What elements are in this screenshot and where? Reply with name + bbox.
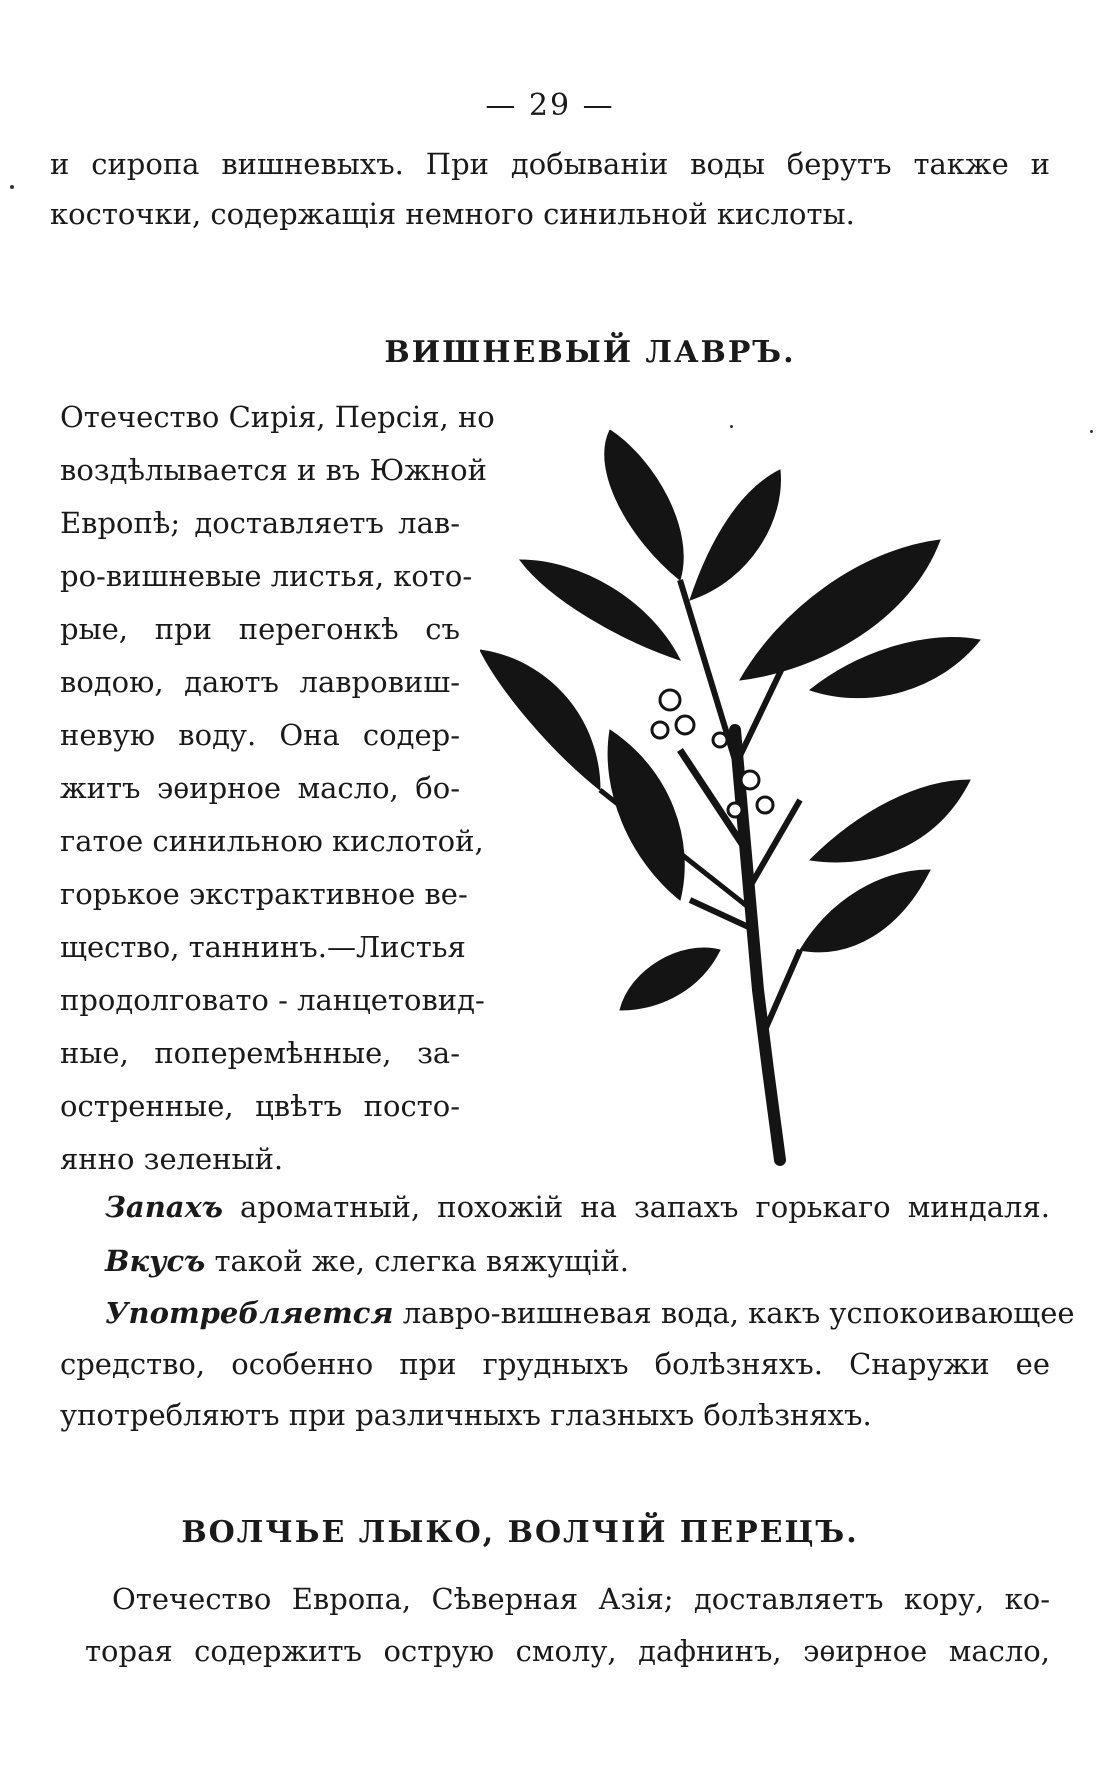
blossom-shape: [660, 690, 680, 710]
blossom-shape: [676, 716, 694, 734]
daphne-line-1: Отечество Европа, Сѣверная Азія; доставляетъ кору, ко-: [112, 1582, 1050, 1616]
column-line: продолговато - ланцетовид-: [60, 983, 485, 1017]
column-line: остренные, цвѣтъ посто-: [60, 1089, 460, 1123]
leaf-shape: [520, 560, 680, 660]
usage-line-1: [105, 1296, 1075, 1330]
blossom-shape: [728, 803, 742, 817]
print-speck: [10, 185, 14, 189]
leaf-shape: [800, 870, 930, 952]
print-speck: [730, 425, 733, 428]
column-line: невую воду. Она содер-: [60, 718, 460, 752]
intro-line-1: [50, 147, 1050, 181]
taste-text: такой же, слегка вяжущій.: [214, 1244, 629, 1278]
smell-label: Запахъ: [105, 1190, 223, 1224]
usage-line-3: употребляютъ при различныхъ глазныхъ болѣзняхъ.: [60, 1398, 872, 1432]
section-heading-daphne: ВОЛЧЬЕ ЛЫКО, ВОЛЧІЙ ПЕРЕЦЪ.: [181, 1515, 859, 1550]
smell-line: [105, 1190, 1050, 1224]
column-line: янно зеленый.: [60, 1142, 284, 1176]
column-line: горькое экстрактивное ве-: [60, 877, 468, 911]
column-line: ные, поперемѣнные, за-: [60, 1036, 460, 1070]
intro-line-1-text: и сиропа вишневыхъ. При добываніи воды берутъ также и: [50, 147, 1050, 181]
leaf-shape: [620, 948, 720, 1010]
intro-line-2: косточки, содержащія немного синильной кислоты.: [50, 197, 855, 231]
usage-label: Употребляется: [105, 1296, 394, 1330]
column-line: воздѣлывается и въ Южной: [60, 453, 487, 487]
leaf-shape: [608, 730, 684, 900]
smell-text: ароматный, похожій на запахъ горькаго миндаля.: [240, 1190, 1050, 1224]
blossom-shape: [757, 797, 773, 813]
blossom-shape: [741, 771, 759, 789]
leaf-shape: [480, 650, 600, 790]
section-heading-cherry-laurel: ВИШНЕВЫЙ ЛАВРЪ.: [384, 335, 796, 370]
blossom-shape: [713, 733, 727, 747]
usage-text-1: лавро-вишневая вода, какъ успокоивающее: [402, 1296, 1075, 1330]
column-line: Отечество Сирія, Персія, но: [60, 400, 495, 434]
taste-line: [105, 1244, 629, 1278]
leaf-shape: [690, 470, 780, 600]
column-line: ро-вишневые листья, кото-: [60, 559, 473, 593]
column-line: водою, даютъ лавровиш-: [60, 665, 460, 699]
cherry-laurel-illustration: [480, 430, 1000, 1170]
leaf-shape: [605, 430, 683, 580]
taste-label: Вкусъ: [105, 1244, 206, 1278]
print-speck: [1090, 430, 1093, 433]
page-number: — 29 —: [485, 88, 615, 123]
column-line: Европѣ; доставляетъ лав-: [60, 506, 460, 540]
column-line: житъ эѳирное масло, бо-: [60, 771, 460, 805]
column-line: гатое синильною кислотой,: [60, 824, 484, 858]
column-line: щество, таннинъ.—Листья: [60, 930, 466, 964]
column-line: рые, при перегонкѣ съ: [60, 612, 460, 646]
usage-line-2: средство, особенно при грудныхъ болѣзняхъ. Снаружи ее: [60, 1347, 1050, 1381]
blossom-shape: [652, 722, 668, 738]
leaf-shape: [810, 780, 970, 862]
daphne-line-2: торая содержитъ острую смолу, дафнинъ, эѳирное масло,: [85, 1634, 1050, 1668]
